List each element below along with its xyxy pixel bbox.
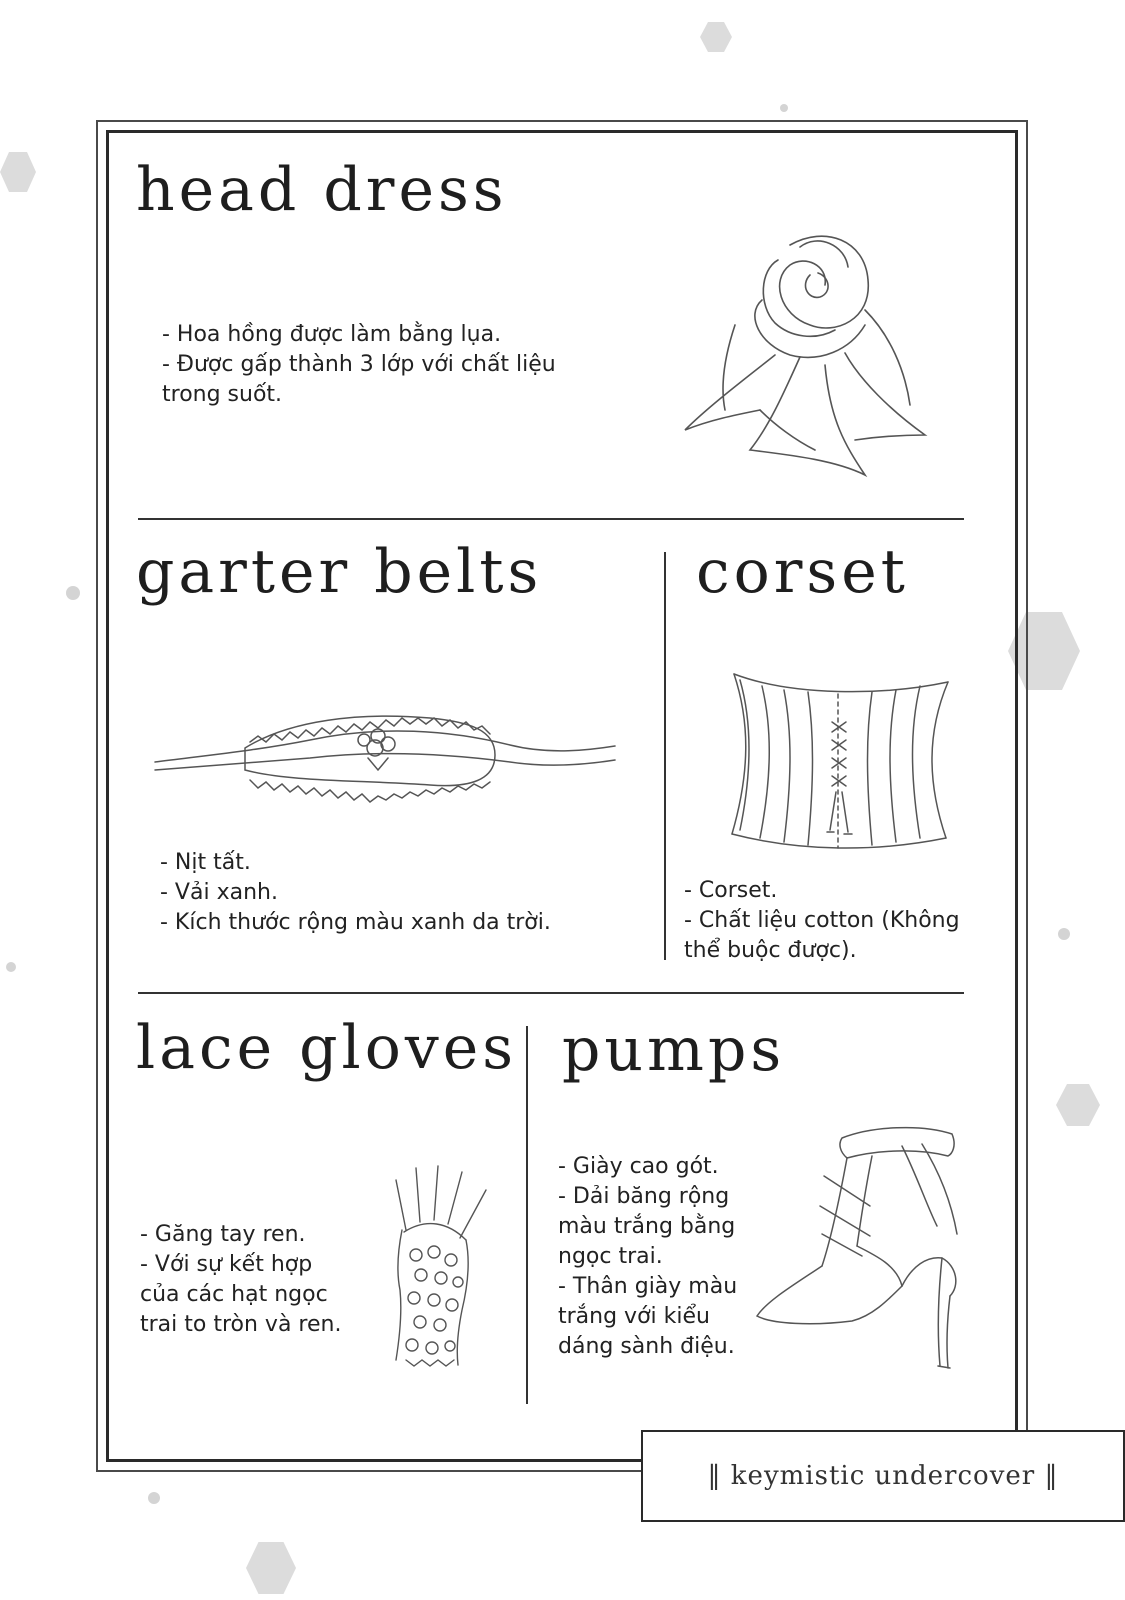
- decor-speck: [66, 586, 80, 600]
- decor-speck: [1056, 1084, 1100, 1126]
- description-line: dáng sành điệu.: [558, 1334, 735, 1359]
- description-line: - Với sự kết hợp: [140, 1252, 313, 1277]
- description-line: - Được gấp thành 3 lớp với chất liệu: [162, 352, 556, 377]
- head-dress-title: head dress: [136, 155, 508, 225]
- description-line: - Chất liệu cotton (Không: [684, 908, 960, 933]
- corset-description: [684, 876, 960, 966]
- description-line: của các hạt ngọc: [140, 1282, 328, 1307]
- section-divider: [138, 992, 964, 994]
- description-line: - Vải xanh.: [160, 880, 278, 905]
- description-line: trai to tròn và ren.: [140, 1312, 342, 1337]
- lace-glove-icon: [376, 1160, 500, 1370]
- description-line: màu trắng bằng: [558, 1214, 736, 1239]
- description-line: - Hoa hồng được làm bằng lụa.: [162, 322, 502, 347]
- decor-speck: [1058, 928, 1070, 940]
- description-line: thể buộc được).: [684, 938, 857, 963]
- corset-title: corset: [696, 537, 909, 607]
- decor-speck: [700, 22, 732, 52]
- description-line: - Găng tay ren.: [140, 1222, 306, 1247]
- description-line: trắng với kiểu: [558, 1304, 710, 1329]
- description-line: - Thân giày màu: [558, 1274, 738, 1299]
- decor-speck: [0, 152, 36, 192]
- decor-speck: [148, 1492, 160, 1504]
- pump-shoe-icon: [752, 1116, 972, 1376]
- garter-belts-title: garter belts: [136, 537, 543, 607]
- corset-icon: [722, 652, 958, 858]
- description-line: - Corset.: [684, 878, 778, 903]
- description-line: - Dải băng rộng: [558, 1184, 730, 1209]
- description-line: - Giày cao gót.: [558, 1154, 719, 1179]
- section-divider: [138, 518, 964, 520]
- column-divider: [664, 552, 666, 960]
- description-line: ngọc trai.: [558, 1244, 663, 1269]
- description-line: trong suốt.: [162, 382, 283, 407]
- column-divider: [526, 1026, 528, 1404]
- credit-label: ‖ keymistic undercover ‖: [641, 1430, 1125, 1522]
- decor-speck: [780, 104, 788, 112]
- description-line: - Nịt tất.: [160, 850, 251, 875]
- decor-speck: [246, 1542, 296, 1594]
- pumps-title: pumps: [562, 1015, 786, 1085]
- description-line: - Kích thước rộng màu xanh da trời.: [160, 910, 551, 935]
- garter-belt-icon: [150, 700, 620, 810]
- head-dress-description: [162, 320, 556, 410]
- lace-gloves-title: lace gloves: [136, 1013, 518, 1083]
- decor-speck: [6, 962, 16, 972]
- rose-headdress-icon: [650, 205, 940, 495]
- garter-belts-description: [160, 848, 551, 938]
- lace-gloves-description: [140, 1220, 341, 1340]
- pumps-description: [558, 1152, 737, 1362]
